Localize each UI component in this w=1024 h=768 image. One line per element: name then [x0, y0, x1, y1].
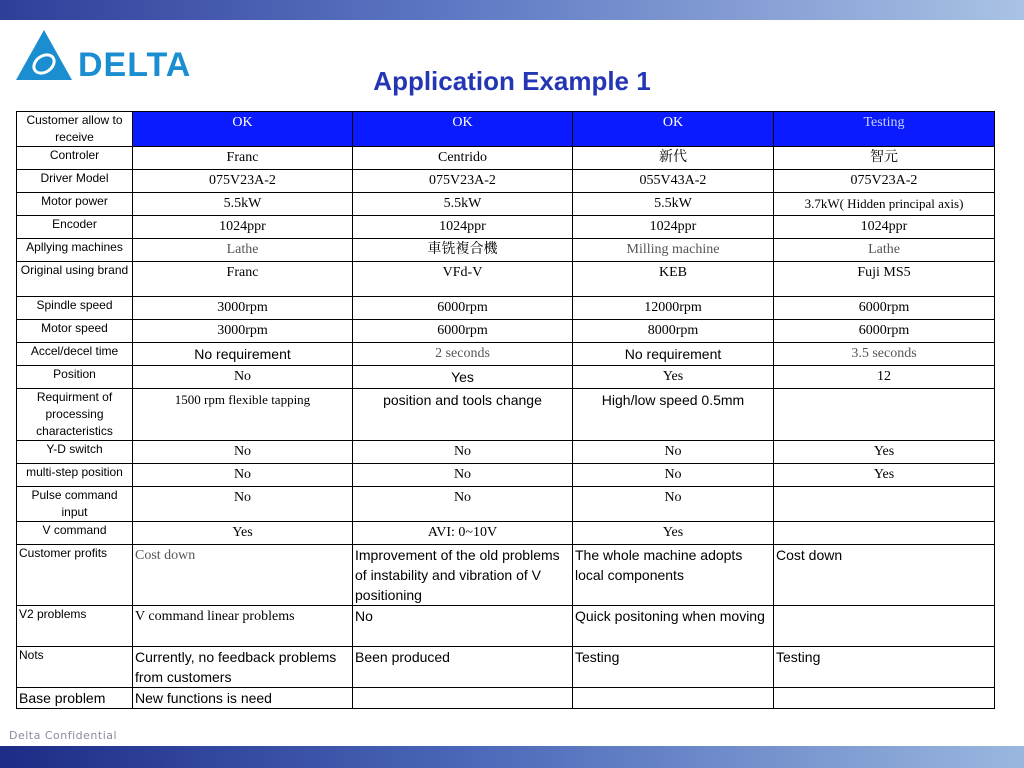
table-cell: High/low speed 0.5mm [573, 389, 774, 441]
top-banner-bar [0, 0, 1024, 20]
table-row [17, 366, 995, 389]
table-cell: 6000rpm [774, 297, 995, 320]
table-cell: No [353, 606, 573, 647]
table-cell: Been produced [353, 647, 573, 688]
table-row [17, 487, 995, 522]
table-row [17, 522, 995, 545]
logo-text: DELTA [78, 46, 192, 84]
table-cell: 6000rpm [353, 297, 573, 320]
table-cell: Yes [353, 366, 573, 389]
table-cell: 5.5kW [133, 193, 353, 216]
table-cell: 075V23A-2 [353, 170, 573, 193]
table-row [17, 320, 995, 343]
table-cell: 8000rpm [573, 320, 774, 343]
table-row [17, 545, 995, 606]
row-label: Customer allow to receive [17, 112, 133, 147]
table-cell: Improvement of the old problems of instability and vibration of V positioning [353, 545, 573, 606]
table-cell [353, 688, 573, 709]
table-cell: 3000rpm [133, 297, 353, 320]
table-cell: No [353, 487, 573, 522]
table-cell [573, 688, 774, 709]
table-cell: No [353, 464, 573, 487]
table-cell: Franc [133, 262, 353, 297]
row-label: Motor power [17, 193, 133, 216]
table-cell: Yes [133, 522, 353, 545]
table-row [17, 389, 995, 441]
row-label: Original using brand [17, 262, 133, 297]
table-cell: Testing [774, 647, 995, 688]
table-cell: 6000rpm [774, 320, 995, 343]
table-cell: VFd-V [353, 262, 573, 297]
table-row [17, 297, 995, 320]
table-row [17, 193, 995, 216]
table-cell: Franc [133, 147, 353, 170]
table-cell: Lathe [133, 239, 353, 262]
table-row [17, 170, 995, 193]
table-cell: 5.5kW [353, 193, 573, 216]
table-row [17, 239, 995, 262]
table-row-customer-allow [17, 112, 995, 147]
table-row [17, 441, 995, 464]
table-row [17, 343, 995, 366]
table-cell: 3000rpm [133, 320, 353, 343]
table-cell: OK [353, 112, 573, 147]
table-cell: 055V43A-2 [573, 170, 774, 193]
table-cell: 12 [774, 366, 995, 389]
table-cell: 5.5kW [573, 193, 774, 216]
row-label: Base problem [17, 688, 133, 709]
bottom-banner-bar [0, 746, 1024, 768]
table-cell: Cost down [774, 545, 995, 606]
table-cell: No [133, 464, 353, 487]
row-label: Controler [17, 147, 133, 170]
row-label: Motor speed [17, 320, 133, 343]
table-cell: The whole machine adopts local components [573, 545, 774, 606]
table-cell: 車铣複合機 [353, 239, 573, 262]
table-cell: OK [573, 112, 774, 147]
table-cell: No [133, 366, 353, 389]
table-cell [774, 389, 995, 441]
application-spec-table [16, 111, 995, 709]
row-label: V2 problems [17, 606, 133, 647]
table-row [17, 147, 995, 170]
table-cell: New functions is need [133, 688, 353, 709]
table-row [17, 464, 995, 487]
table-cell [774, 487, 995, 522]
table-cell: No [573, 464, 774, 487]
table-row [17, 262, 995, 297]
row-label: Spindle speed [17, 297, 133, 320]
table-cell [774, 606, 995, 647]
table-cell: No [573, 487, 774, 522]
table-cell: 1024ppr [774, 216, 995, 239]
table-cell: No requirement [133, 343, 353, 366]
row-label: Position [17, 366, 133, 389]
table-cell: 075V23A-2 [774, 170, 995, 193]
table-cell: 12000rpm [573, 297, 774, 320]
table-cell: Testing [774, 112, 995, 147]
table-cell: 智元 [774, 147, 995, 170]
table-cell: Yes [774, 441, 995, 464]
table-cell: 1024ppr [353, 216, 573, 239]
table-cell: AVI: 0~10V [353, 522, 573, 545]
table-row [17, 216, 995, 239]
table-cell: Quick positoning when moving [573, 606, 774, 647]
table-cell: 1500 rpm flexible tapping [133, 389, 353, 441]
table-cell: Cost down [133, 545, 353, 606]
table-cell: No [133, 487, 353, 522]
table-cell: position and tools change [353, 389, 573, 441]
row-label: Apllying machines [17, 239, 133, 262]
table-cell: KEB [573, 262, 774, 297]
table-cell: 新代 [573, 147, 774, 170]
row-label: Accel/decel time [17, 343, 133, 366]
table-cell: Centrido [353, 147, 573, 170]
row-label: Y-D switch [17, 441, 133, 464]
row-label: V command [17, 522, 133, 545]
table-cell: 1024ppr [573, 216, 774, 239]
row-label: Pulse command input [17, 487, 133, 522]
table-row [17, 688, 995, 709]
table-cell: Milling machine [573, 239, 774, 262]
table-cell: V command linear problems [133, 606, 353, 647]
table-cell: Yes [774, 464, 995, 487]
table-cell: Currently, no feedback problems from customers [133, 647, 353, 688]
table-cell: Yes [573, 522, 774, 545]
table-cell [774, 522, 995, 545]
table-cell: No requirement [573, 343, 774, 366]
row-label: Customer profits [17, 545, 133, 606]
table-cell: No [353, 441, 573, 464]
table-cell: 3.5 seconds [774, 343, 995, 366]
table-cell: No [573, 441, 774, 464]
table-cell: Fuji MS5 [774, 262, 995, 297]
table-cell: Yes [573, 366, 774, 389]
table-row [17, 647, 995, 688]
table-cell: Lathe [774, 239, 995, 262]
row-label: Driver Model [17, 170, 133, 193]
row-label: Requirment of processing characteristics [17, 389, 133, 441]
table-row [17, 606, 995, 647]
table-cell: Testing [573, 647, 774, 688]
table-cell: 2 seconds [353, 343, 573, 366]
row-label: multi-step position [17, 464, 133, 487]
table-cell: 3.7kW( Hidden principal axis) [774, 193, 995, 216]
footer-confidential: Delta Confidential [9, 729, 118, 742]
table-cell: 075V23A-2 [133, 170, 353, 193]
table-cell [774, 688, 995, 709]
row-label: Encoder [17, 216, 133, 239]
table-cell: OK [133, 112, 353, 147]
table-cell: 1024ppr [133, 216, 353, 239]
page-title: Application Example 1 [373, 66, 651, 96]
row-label: Nots [17, 647, 133, 688]
table-cell: No [133, 441, 353, 464]
table-cell: 6000rpm [353, 320, 573, 343]
